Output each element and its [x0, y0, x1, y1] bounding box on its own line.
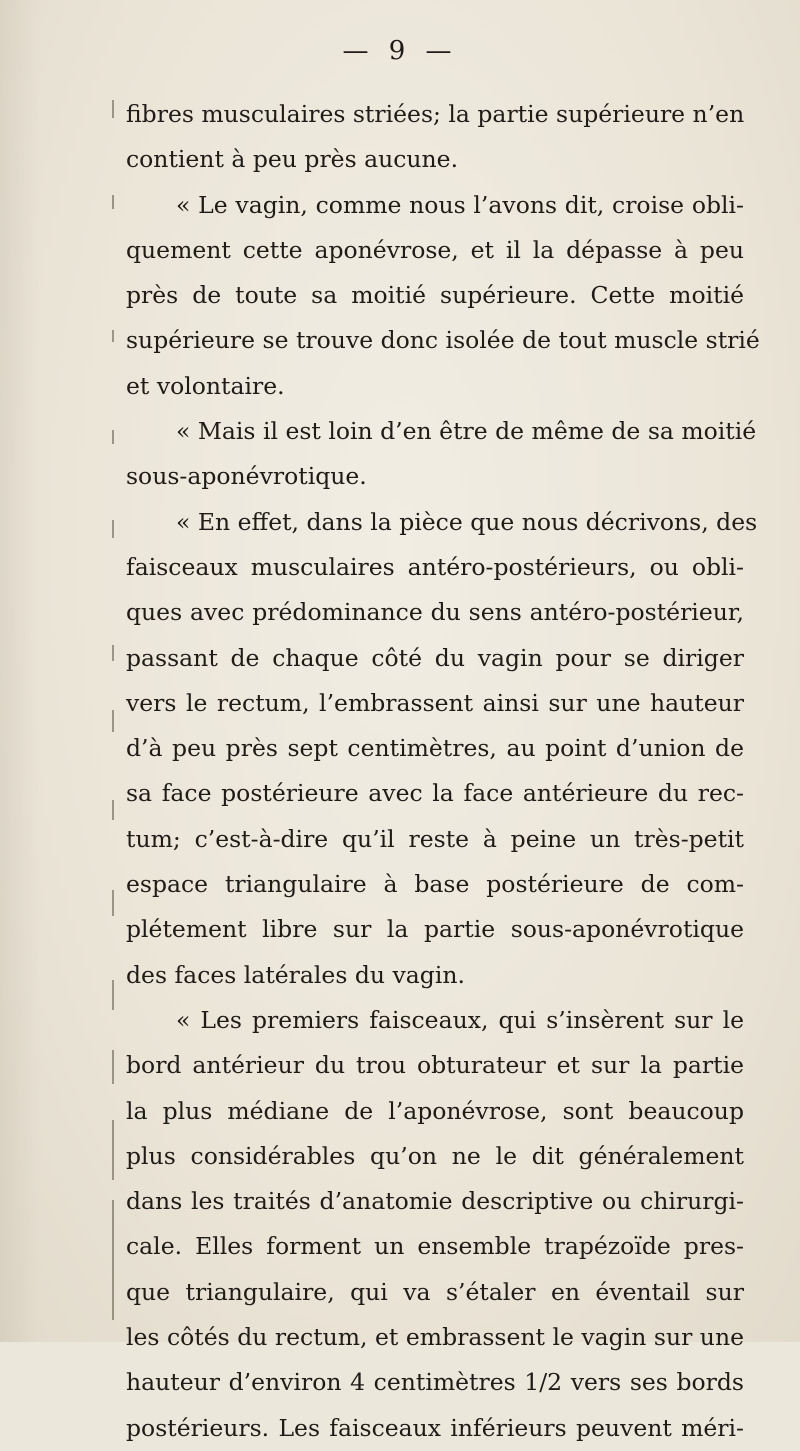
text-line: supérieure se trouve donc isolée de tout muscle strié: [126, 326, 760, 355]
text-line: quement cette aponévrose, et il la dépasse à peu: [126, 235, 744, 264]
text-line: postérieurs. Les faisceaux inférieurs peuvent méri-: [126, 1413, 744, 1442]
text-line: des faces latérales du vagin.: [126, 960, 465, 989]
text-line: sous-aponévrotique.: [126, 462, 367, 491]
text-line: d’à peu près sept centimètres, au point d’union de: [126, 734, 744, 763]
text-line: que triangulaire, qui va s’étaler en éventail sur: [126, 1277, 744, 1306]
text-line: vers le rectum, l’embrassent ainsi sur une hauteur: [126, 688, 744, 717]
text-line: passant de chaque côté du vagin pour se diriger: [126, 643, 744, 672]
text-line: les côtés du rectum, et embrassent le vagin sur une: [126, 1323, 744, 1352]
text-line: dans les traités d’anatomie descriptive ou chirurgi-: [126, 1187, 744, 1216]
text-line: faisceaux musculaires antéro-postérieurs, ou obli-: [126, 552, 744, 581]
text-line: cale. Elles forment un ensemble trapézoïde pres-: [126, 1232, 744, 1261]
text-line: espace triangulaire à base postérieure de com-: [126, 870, 744, 899]
text-line: près de toute sa moitié supérieure. Cette moitié: [126, 281, 744, 310]
text-line: « En effet, dans la pièce que nous décrivons, des: [176, 507, 758, 536]
gutter-shadow: [0, 0, 40, 1342]
text-line: hauteur d’environ 4 centimètres 1/2 vers ses bords: [126, 1368, 744, 1397]
text-line: plétement libre sur la partie sous-aponévrotique: [126, 915, 744, 944]
text-line: sa face postérieure avec la face antérieure du rec-: [126, 779, 744, 808]
text-line: ques avec prédominance du sens antéro-postérieur,: [126, 598, 744, 627]
margin-marks: [112, 100, 116, 1340]
text-line: et volontaire.: [126, 371, 285, 400]
text-line: fibres musculaires striées; la partie supérieure n’en: [126, 100, 745, 128]
text-line: plus considérables qu’on ne le dit généralement: [126, 1141, 744, 1170]
text-line: la plus médiane de l’aponévrose, sont beaucoup: [126, 1096, 744, 1125]
text-line: « Mais il est loin d’en être de même de sa moitié: [176, 417, 757, 446]
text-line: contient à peu près aucune.: [126, 145, 459, 174]
page-number: — 9 —: [342, 36, 458, 66]
text-line: bord antérieur du trou obturateur et sur la partie: [126, 1051, 744, 1080]
text-line: tum; c’est-à-dire qu’il reste à peine un très-petit: [126, 824, 744, 853]
text-line: « Le vagin, comme nous l’avons dit, croise obli-: [176, 190, 744, 219]
text-line: « Les premiers faisceaux, qui s’insèrent sur le: [176, 1005, 744, 1034]
body-text: [126, 92, 760, 1451]
